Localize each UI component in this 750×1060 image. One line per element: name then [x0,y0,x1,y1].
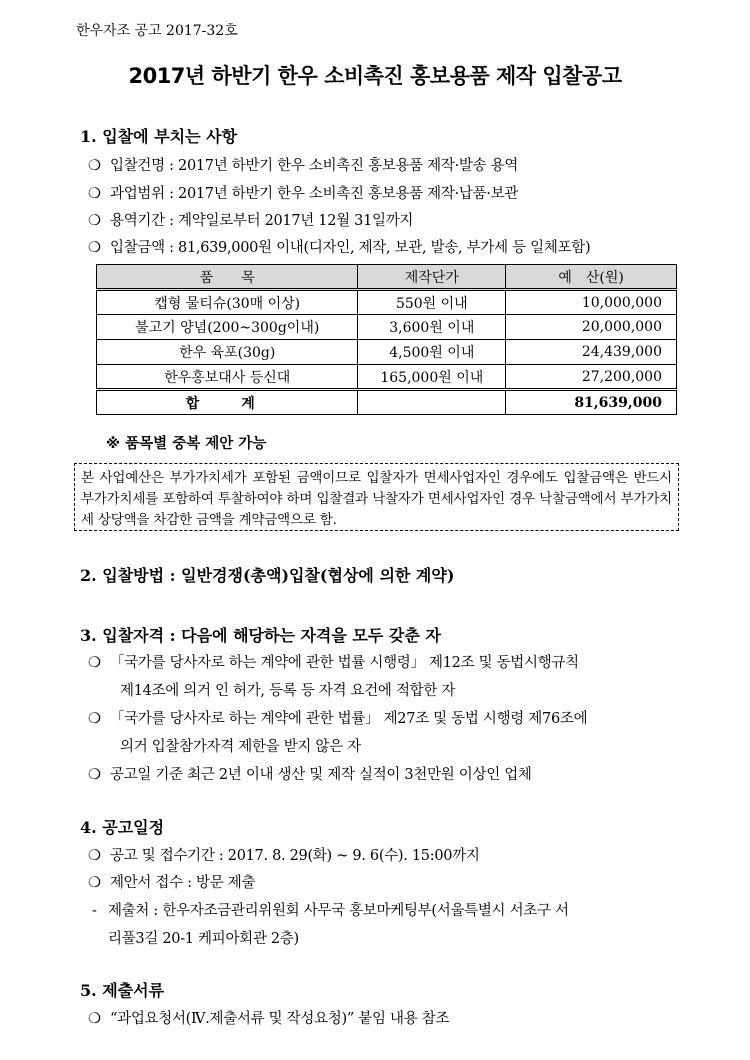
section-4-line: ❍ 제안서 접수 : 방문 제출 [88,875,256,891]
item-name: 한우홍보대사 등신대 [97,365,358,390]
page-title: 2017년 하반기 한우 소비촉진 홍보용품 제작 입찰공고 [128,64,622,88]
bullet-icon: ❍ [88,711,101,727]
bullet-icon: ❍ [88,875,101,891]
table-row [97,340,677,365]
bullet-icon: ❍ [88,213,101,229]
bullet-icon: ❍ [88,158,101,174]
section-1-line: ❍ 입찰건명 : 2017년 하반기 한우 소비촉진 홍보용품 제작·발송 용역 [88,158,519,174]
budget: 24,439,000 [506,340,677,365]
bullet-icon: ❍ [88,186,101,202]
section-1-line: ❍ 용역기간 : 계약일로부터 2017년 12월 31일까지 [88,213,414,229]
section-3-line-cont: 의거 입찰참가자격 제한을 받지 않은 자 [120,739,361,755]
dash-icon: - [92,903,97,919]
total-value: 81,639,000 [506,390,677,415]
column-header-unit-price: 제작단가 [358,265,506,290]
budget: 27,200,000 [506,365,677,390]
column-header-budget: 예 산(원) [506,265,677,290]
duplicate-proposal-note: ※ 품목별 중복 제안 가능 [106,436,267,452]
table-row [97,365,677,390]
unit-price: 3,600원 이내 [358,315,506,340]
section-5-heading: 5. 제출서류 [80,981,165,1000]
section-1-line: ❍ 과업범위 : 2017년 하반기 한우 소비촉진 홍보용품 제작·납품·보관 [88,186,519,202]
section-4-line: ❍ 공고 및 접수기간 : 2017. 8. 29(화) ~ 9. 6(수). 15:00까지 [88,848,480,864]
section-5-line: ❍ “과업요청서(Ⅳ.제출서류 및 작성요청)” 붙임 내용 참조 [88,1011,450,1027]
bullet-icon: ❍ [88,655,101,671]
section-3-line: ❍ 공고일 기준 최근 2년 이내 생산 및 제작 실적이 3천만원 이상인 업체 [88,767,532,783]
section-4-line: - 제출처 : 한우자조금관리위원회 사무국 홍보마케팅부(서울특별시 서초구 서 [92,903,569,919]
section-3-line: ❍ 「국가를 당사자로 하는 계약에 관한 법률 시행령」 제12조 및 동법시행규칙 [88,655,579,671]
item-name: 캡형 물티슈(30매 이상) [97,290,358,315]
section-1-heading: 1. 입찰에 부치는 사항 [80,127,238,146]
table-row [97,290,677,315]
notice-number: 한우자조 공고 2017-32호 [76,23,238,39]
total-empty-cell [358,390,506,415]
bullet-icon: ❍ [88,767,101,783]
section-3-line-cont: 제14조에 의거 인 허가, 등록 등 자격 요건에 적합한 자 [120,683,456,699]
unit-price: 4,500원 이내 [358,340,506,365]
section-4-line-cont: 리풀3길 20-1 케피아회관 2층) [108,931,299,947]
section-3-line: ❍ 「국가를 당사자로 하는 계약에 관한 법률」 제27조 및 동법 시행령 제76조에 [88,711,588,727]
item-name: 불고기 양념(200~300g이내) [97,315,358,340]
section-2-heading: 2. 입찰방법 : 일반경쟁(총액)입찰(협상에 의한 계약) [80,566,455,585]
unit-price: 165,000원 이내 [358,365,506,390]
budget: 20,000,000 [506,315,677,340]
bullet-icon: ❍ [88,240,101,256]
section-1-line: ❍ 입찰금액 : 81,639,000원 이내(디자인, 제작, 보관, 발송, 부가세 등 일체포함) [88,240,591,256]
table-row [97,315,677,340]
section-4-heading: 4. 공고일정 [80,818,165,837]
budget: 10,000,000 [506,290,677,315]
bullet-icon: ❍ [88,1011,101,1027]
vat-notice-box: 본 사업예산은 부가가치세가 포함된 금액이므로 입찰자가 면세사업자인 경우에도 입찰금액은 반드시 부가가치세를 포함하여 투찰하여야 하며 입찰결과 낙찰자가 면세사업자인 경우 낙찰금액에서 부가가치세 상당액을 차감한 금액을 계약금액으로 함. [74,463,679,531]
column-header-item: 품 목 [97,265,358,290]
unit-price: 550원 이내 [358,290,506,315]
items-table [96,264,677,415]
item-name: 한우 육포(30g) [97,340,358,365]
bullet-icon: ❍ [88,848,101,864]
table-total-row [97,390,677,415]
section-3-heading: 3. 입찰자격 : 다음에 해당하는 자격을 모두 갖춘 자 [80,626,441,645]
total-label: 합 계 [97,390,358,415]
